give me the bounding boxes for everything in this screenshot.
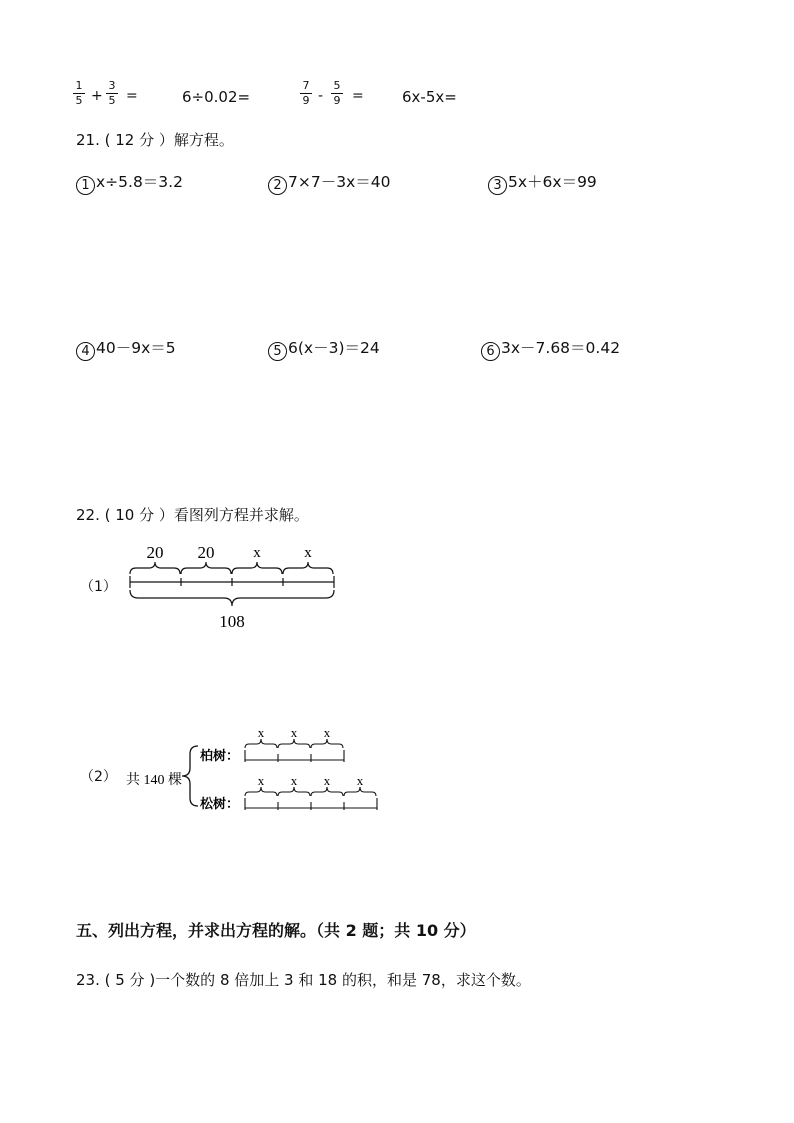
cypress-row-label: 柏树：	[200, 748, 240, 763]
brace-top-3	[232, 562, 282, 574]
circled-number-6: 6	[481, 342, 500, 361]
brace-row2-2	[278, 787, 310, 796]
fraction-1-5: 1 5	[73, 80, 85, 107]
equation-4: 4 40－9x＝5	[76, 336, 176, 361]
minus-sign: -	[318, 88, 324, 104]
equation-5: 5 6(x－3)＝24	[268, 336, 380, 361]
brace-row2-3	[311, 787, 343, 796]
calc-expression-4: 6x-5x=	[402, 88, 457, 106]
pine-row-label: 松树：	[200, 796, 240, 811]
brace-row1-1	[245, 739, 277, 748]
brace-top-1	[130, 562, 180, 574]
circled-number-2: 2	[268, 176, 287, 195]
fraction-5-9: 5 9	[331, 80, 343, 107]
brace-top-4	[283, 562, 333, 574]
q22-header: 22. ( 10 分 ）看图列方程并求解。	[76, 506, 309, 524]
group-brace	[182, 746, 198, 806]
equation-1: 1 x÷5.8＝3.2	[76, 170, 183, 195]
segment-label-2: 20	[197, 543, 215, 562]
row2-label-3: x	[323, 773, 331, 788]
brace-top-2	[181, 562, 231, 574]
q21-header: 21. ( 12 分 ）解方程。	[76, 131, 234, 149]
row2-label-1: x	[257, 773, 265, 788]
row2-label-4: x	[356, 773, 364, 788]
equals-sign: =	[126, 88, 138, 104]
row2-label-2: x	[290, 773, 298, 788]
equals-sign: =	[352, 88, 364, 104]
circled-number-5: 5	[268, 342, 287, 361]
row1-label-1: x	[257, 726, 265, 740]
segment-label-4: x	[304, 545, 312, 561]
figure-2-segment-diagram	[120, 726, 390, 818]
equation-2: 2 7×7－3x＝40	[268, 170, 390, 195]
q23-text: 23. ( 5 分 )一个数的 8 倍加上 3 和 18 的积，和是 78，求这个数。	[76, 971, 531, 989]
plus-sign: +	[91, 88, 103, 104]
figure-2-label: （2）	[80, 769, 117, 785]
total-label: 108	[219, 612, 245, 631]
equation-6: 6 3x－7.68＝0.42	[481, 336, 620, 361]
equation-3: 3 5x＋6x＝99	[488, 170, 597, 195]
circled-number-4: 4	[76, 342, 95, 361]
brace-row1-2	[278, 739, 310, 748]
row1-label-2: x	[290, 726, 298, 740]
brace-row2-1	[245, 787, 277, 796]
segment-label-1: 20	[146, 543, 164, 562]
segment-label-3: x	[253, 545, 261, 561]
figure-1-label: （1）	[80, 579, 117, 595]
circled-number-3: 3	[488, 176, 507, 195]
figure-1-segment-diagram	[120, 538, 350, 638]
brace-row2-4	[344, 787, 376, 796]
fraction-7-9: 7 9	[300, 80, 312, 107]
brace-row1-3	[311, 739, 343, 748]
calc-expression-2: 6÷0.02=	[182, 88, 251, 106]
row1-label-3: x	[323, 726, 331, 740]
circled-number-1: 1	[76, 176, 95, 195]
total-trees-label: 共 140 棵	[126, 773, 182, 788]
brace-bottom-total	[130, 590, 334, 606]
fraction-3-5: 3 5	[106, 80, 118, 107]
section-5-title: 五、列出方程，并求出方程的解。（共 2 题；共 10 分）	[76, 921, 476, 940]
